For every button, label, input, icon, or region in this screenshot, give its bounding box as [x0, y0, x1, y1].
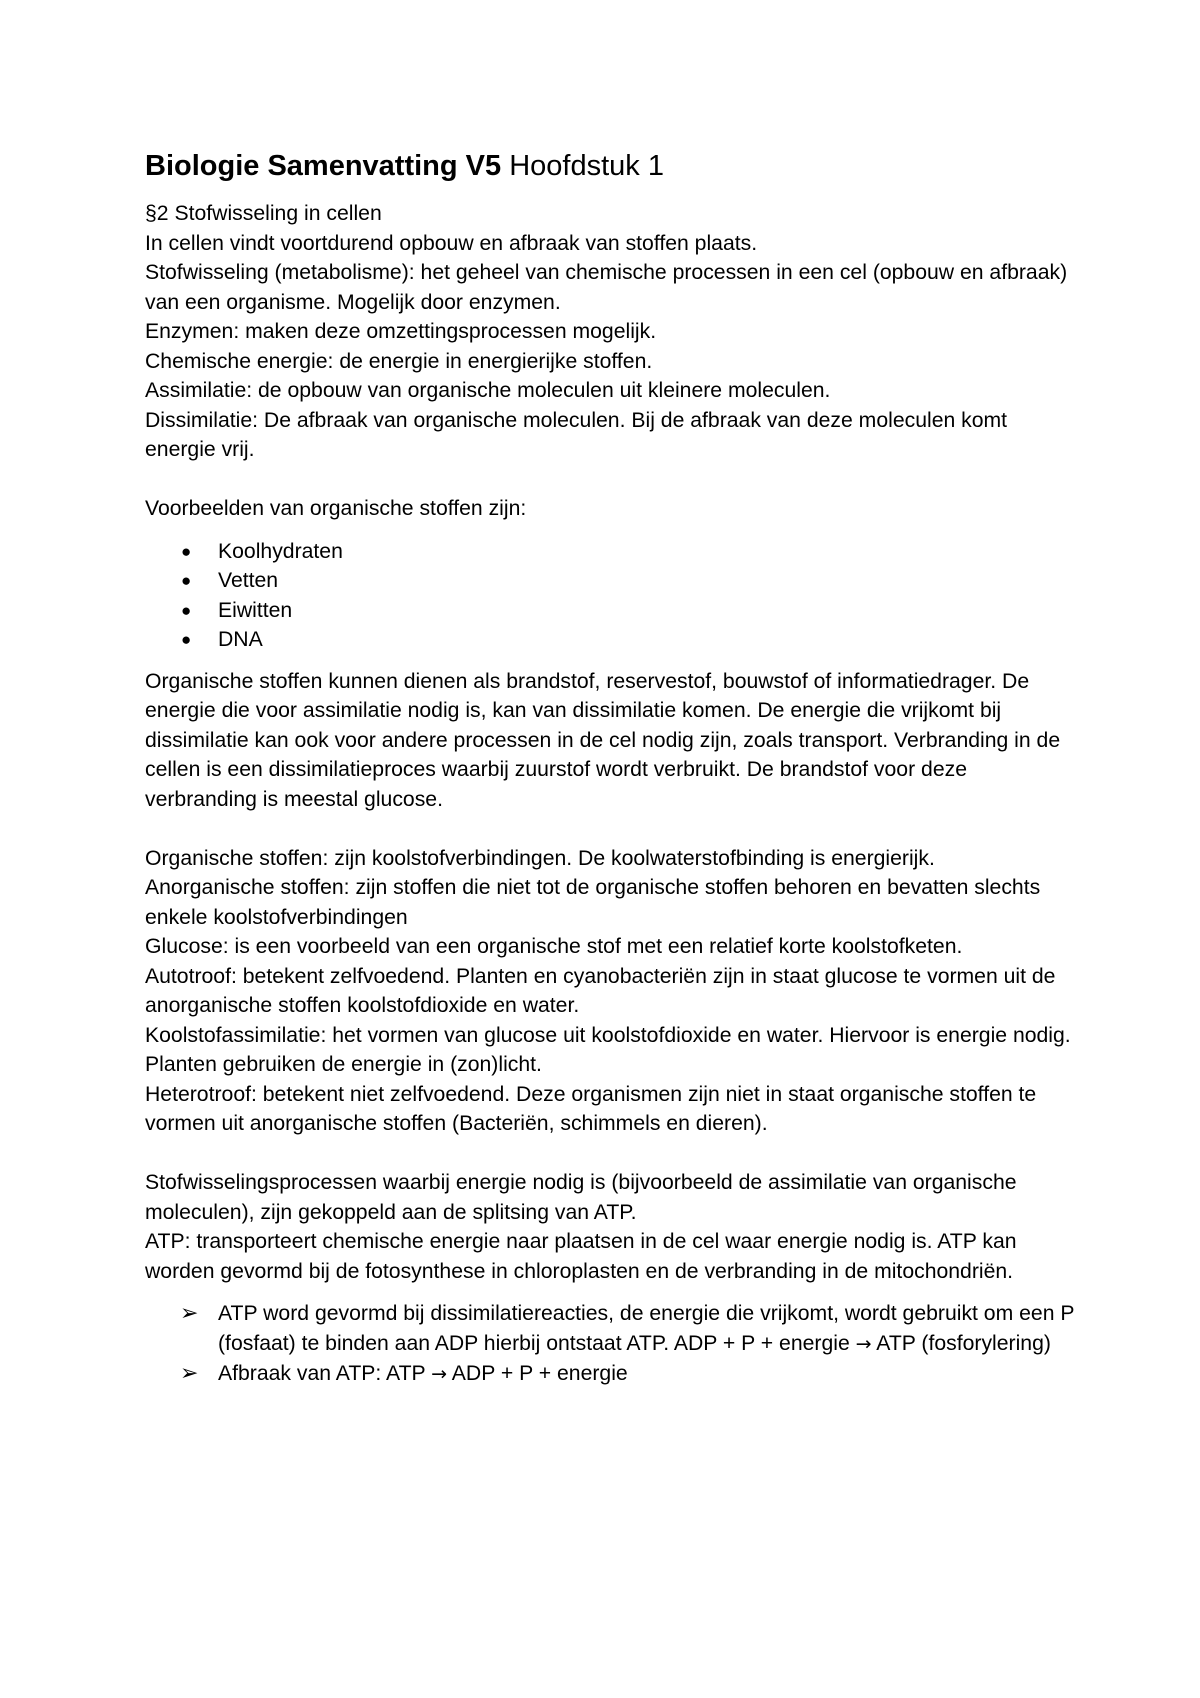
list-item [145, 537, 1075, 567]
paragraph-line: Koolstofassimilatie: het vormen van glucose uit koolstofdioxide en water. Hiervoor is energie nodig. Planten gebruiken de energie in (zon)licht. [145, 1023, 1071, 1076]
paragraph-line: Glucose: is een voorbeeld van een organische stof met een relatief korte koolstofketen. [145, 935, 963, 958]
paragraph: Organische stoffen kunnen dienen als brandstof, reservestof, bouwstof of informatiedrager. De energie die voor assimilatie nodig is, kan van dissimilatie komen. De energie die vrijkomt bij dissimilatie kan ook voor andere processen in de cel nodig zijn, zoals transport. Verbranding in de cellen is een dissimilatieproces waarbij zuurstof wordt verbruikt. De brandstof voor deze verbranding is meestal glucose. [145, 669, 1061, 811]
list-item-text: ATP (fosforylering) [871, 1331, 1051, 1355]
paragraph-line: Stofwisseling (metabolisme): het geheel van chemische processen in een cel (opbouw en afbraak) van een organisme. Mogelijk door enzymen. [145, 261, 1068, 314]
paragraph-spacer [145, 1139, 1075, 1169]
paragraph-spacer [145, 465, 1075, 495]
list-item-text: Koolhydraten [218, 539, 343, 563]
paragraph-line: ATP: transporteert chemische energie naar plaatsen in de cel waar energie nodig is. ATP kan worden gevormd bij de fotosynthese in chloroplasten en de verbranding in de mitochondriën. [145, 1230, 1017, 1283]
bullet-icon: ● [181, 571, 192, 590]
title-rest: Hoofdstuk 1 [501, 150, 664, 182]
paragraph-line: Autotroof: betekent zelfvoedend. Planten en cyanobacteriën zijn in staat glucose te vormen uit de anorganische stoffen koolstofdioxide en water. [145, 964, 1056, 1017]
title-bold: Biologie Samenvatting V5 [145, 150, 502, 182]
list-item-text: DNA [218, 628, 263, 651]
list-item [145, 596, 1075, 626]
paragraph-line: Organische stoffen: zijn koolstofverbindingen. De koolwaterstofbinding is energierijk. [145, 846, 935, 870]
right-arrow-icon: → [431, 1363, 448, 1385]
document-title [145, 148, 1075, 184]
arrowhead-bullet-icon: ➢ [180, 1301, 199, 1326]
list-item [145, 625, 1075, 655]
bullet-icon: ● [181, 541, 192, 561]
paragraph-line: Heterotroof: betekent niet zelfvoedend. Deze organismen zijn niet in staat organische stoffen te vormen uit anorganische stoffen (Bacteriën, schimmels en dieren). [145, 1082, 1037, 1135]
list-item [145, 566, 1075, 596]
atp-list [145, 1299, 1075, 1390]
paragraph-line: Enzymen: maken deze omzettingsprocessen mogelijk. [145, 320, 657, 343]
list-item-text: Vetten [218, 569, 279, 592]
paragraph-line: Dissimilatie: De afbraak van organische moleculen. Bij de afbraak van deze moleculen komt energie vrij. [145, 408, 1008, 461]
paragraph-line: In cellen vindt voortdurend opbouw en afbraak van stoffen plaats. [145, 231, 758, 255]
list-item-text: Afbraak van ATP: ATP [218, 1362, 432, 1385]
document-body [145, 148, 1075, 1390]
paragraph-line: Assimilatie: de opbouw van organische moleculen uit kleinere moleculen. [145, 379, 831, 402]
list-item-text: ADP + P + energie [447, 1362, 628, 1385]
section-heading: §2 Stofwisseling in cellen [145, 202, 382, 225]
paragraph-line: Chemische energie: de energie in energierijke stoffen. [145, 349, 653, 373]
paragraph-spacer [145, 814, 1075, 844]
bullet-icon: ● [181, 630, 192, 649]
paragraph-line: Anorganische stoffen: zijn stoffen die niet tot de organische stoffen behoren en bevatten slechts enkele koolstofverbindingen [145, 876, 1041, 929]
right-arrow-icon: → [855, 1332, 872, 1355]
examples-intro: Voorbeelden van organische stoffen zijn: [145, 497, 527, 520]
paragraph-line: Stofwisselingsprocessen waarbij energie nodig is (bijvoorbeeld de assimilatie van organische moleculen), zijn gekoppeld aan de splitsing van ATP. [145, 1171, 1017, 1224]
list-item-text: ATP word gevormd bij dissimilatiereacties, de energie die vrijkomt, wordt gebruikt om een P (fosfaat) te binden aan ADP hierbij ontstaat ATP. ADP + P + energie [218, 1302, 1075, 1355]
list-item-text: Eiwitten [218, 598, 293, 622]
arrowhead-bullet-icon: ➢ [180, 1361, 199, 1386]
bullet-icon: ● [181, 600, 192, 620]
examples-list [145, 537, 1075, 655]
list-item [145, 1299, 1075, 1359]
list-item [145, 1359, 1075, 1390]
